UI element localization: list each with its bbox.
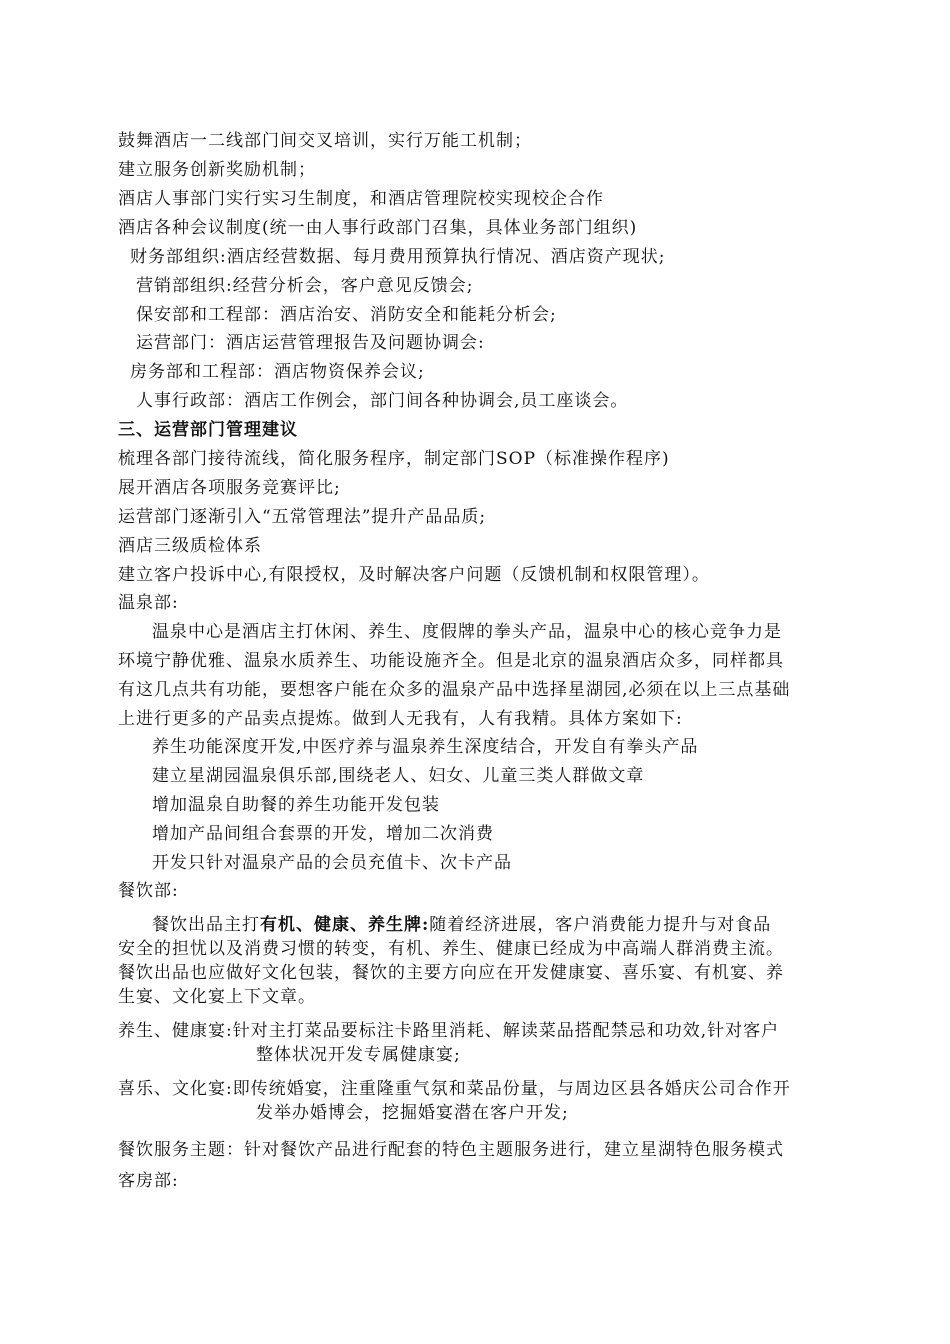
list-item: 增加产品间组合套票的开发，增加二次消费 [152, 824, 494, 844]
text-line: 运营部门逐渐引入“五常管理法”提升产品品质; [118, 507, 487, 527]
paragraph-line [152, 912, 771, 938]
paragraph-text: 随着经济进展，客户消费能力提升与对食品 [429, 915, 772, 935]
text-line: 人事行政部：酒店工作例会，部门间各种协调会,员工座谈会。 [136, 391, 629, 411]
text-line: 财务部组织:酒店经营数据、每月费用预算执行情况、酒店资产现状; [130, 247, 666, 267]
text-line: 喜乐、文化宴:即传统婚宴，注重隆重气氛和菜品份量，与周边区县各婚庆公司合作开 [118, 1079, 791, 1099]
list-item: 增加温泉自助餐的养生功能开发包装 [152, 795, 440, 815]
text-line: 整体状况开发专属健康宴; [256, 1045, 461, 1065]
paragraph-line: 餐饮出品也应做好文化包装，餐饮的主要方向应在开发健康宴、喜乐宴、有机宴、养 [118, 963, 784, 983]
subsection-label: 餐饮部: [118, 881, 179, 901]
text-line: 建立客户投诉中心,有限授权，及时解决客户问题（反馈机制和权限管理）。 [118, 565, 710, 585]
emphasis-text: 有机、健康、养生牌: [260, 915, 430, 935]
subsection-label: 温泉部: [118, 593, 179, 613]
text-line: 酒店人事部门实行实习生制度，和酒店管理院校实现校企合作 [118, 189, 604, 209]
text-line: 营销部组织:经营分析会，客户意见反馈会; [136, 276, 474, 296]
text-line: 酒店各种会议制度(统一由人事行政部门召集，具体业务部门组织) [118, 218, 638, 238]
text-line: 建立服务创新奖励机制； [118, 160, 316, 180]
paragraph-line: 环境宁静优雅、温泉水质养生、功能设施齐全。但是北京的温泉酒店众多，同样都具 [118, 651, 784, 671]
paragraph-line: 有这几点共有功能，要想客户能在众多的温泉产品中选择星湖园,必须在以上三点基础 [118, 680, 791, 700]
text-line: 梳理各部门接待流线，简化服务程序，制定部门SOP（标准操作程序) [118, 449, 670, 469]
text-line: 保安部和工程部：酒店治安、消防安全和能耗分析会; [136, 305, 557, 325]
paragraph-line: 温泉中心是酒店主打休闲、养生、度假牌的拳头产品，温泉中心的核心竞争力是 [152, 622, 782, 642]
list-item: 养生功能深度开发,中医疗养与温泉养生深度结合，开发自有拳头产品 [152, 737, 699, 757]
paragraph-line: 上进行更多的产品卖点提炼。做到人无我有，人有我精。具体方案如下: [118, 709, 683, 729]
text-line: 发举办婚博会，挖掘婚宴潜在客户开发; [256, 1103, 569, 1123]
text-line: 酒店三级质检体系 [118, 536, 262, 556]
paragraph-line: 生宴、文化宴上下文章。 [118, 987, 316, 1007]
text-line: 房务部和工程部：酒店物资保养会议; [130, 362, 425, 382]
section-heading: 三、运营部门管理建议 [118, 420, 298, 440]
list-item: 建立星湖园温泉俱乐部,围绕老人、妇女、儿童三类人群做文章 [152, 766, 645, 786]
list-item: 开发只针对温泉产品的会员充值卡、次卡产品 [152, 853, 512, 873]
text-line: 运营部门：酒店运营管理报告及问题协调会: [136, 333, 485, 353]
paragraph-text: 餐饮出品主打 [152, 915, 260, 935]
text-line: 养生、健康宴:针对主打菜品要标注卡路里消耗、解读菜品搭配禁忌和功效,针对客户 [118, 1021, 780, 1041]
subsection-label: 客房部: [118, 1171, 179, 1191]
paragraph-line: 安全的担忧以及消费习惯的转变，有机、养生、健康已经成为中高端人群消费主流。 [118, 939, 784, 959]
text-line: 鼓舞酒店一二线部门间交叉培训，实行万能工机制； [118, 131, 532, 151]
text-line: 展开酒店各项服务竞赛评比; [118, 478, 341, 498]
text-line: 餐饮服务主题：针对餐饮产品进行配套的特色主题服务进行，建立星湖特色服务模式 [118, 1140, 784, 1160]
